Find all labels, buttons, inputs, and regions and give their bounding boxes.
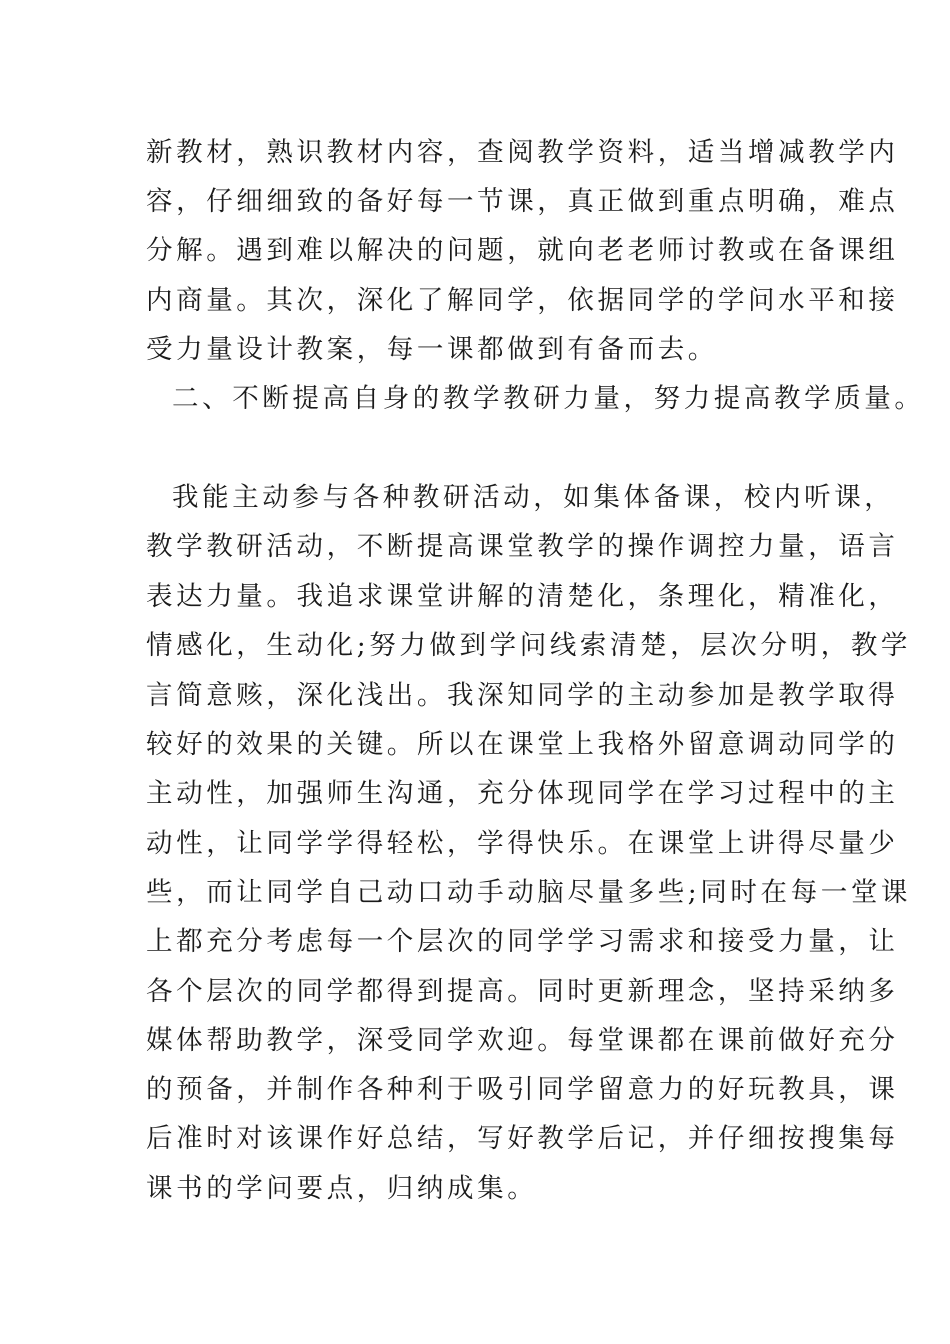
text-line: 我能主动参与各种教研活动，如集体备课，校内听课，	[172, 482, 895, 513]
text-line: 内商量。其次，深化了解同学，依据同学的学问水平和接	[146, 285, 899, 316]
text-line: 各个层次的同学都得到提高。同时更新理念，坚持采纳多	[146, 976, 899, 1007]
text-line: 容，仔细细致的备好每一节课，真正做到重点明确，难点	[146, 186, 899, 217]
section-heading: 二、不断提高自身的教学教研力量，努力提高教学质量。	[172, 383, 925, 414]
text-line: 课书的学问要点，归纳成集。	[146, 1173, 538, 1204]
text-line: 较好的效果的关键。所以在课堂上我格外留意调动同学的	[146, 729, 899, 760]
text-line: 些，而让同学自己动口动手动脑尽量多些;同时在每一堂课	[146, 877, 912, 908]
text-line: 言简意赅，深化浅出。我深知同学的主动参加是教学取得	[146, 680, 899, 711]
text-line: 动性，让同学学得轻松，学得快乐。在课堂上讲得尽量少	[146, 828, 899, 859]
text-line: 教学教研活动，不断提高课堂教学的操作调控力量，语言	[146, 531, 899, 562]
text-line: 情感化，生动化;努力做到学问线索清楚，层次分明，教学	[146, 630, 912, 661]
text-line: 主动性，加强师生沟通，充分体现同学在学习过程中的主	[146, 778, 899, 809]
text-line: 媒体帮助教学，深受同学欢迎。每堂课都在课前做好充分	[146, 1025, 899, 1056]
text-line: 分解。遇到难以解决的问题，就向老老师讨教或在备课组	[146, 235, 899, 266]
text-line: 新教材，熟识教材内容，查阅教学资料，适当增减教学内	[146, 137, 899, 168]
text-line: 后准时对该课作好总结，写好教学后记，并仔细按搜集每	[146, 1123, 899, 1154]
text-line: 表达力量。我追求课堂讲解的清楚化，条理化，精准化，	[146, 581, 899, 612]
text-line: 的预备，并制作各种利于吸引同学留意力的好玩教具，课	[146, 1074, 899, 1105]
text-line: 受力量设计教案，每一课都做到有备而去。	[146, 334, 718, 365]
text-line: 上都充分考虑每一个层次的同学学习需求和接受力量，让	[146, 926, 899, 957]
